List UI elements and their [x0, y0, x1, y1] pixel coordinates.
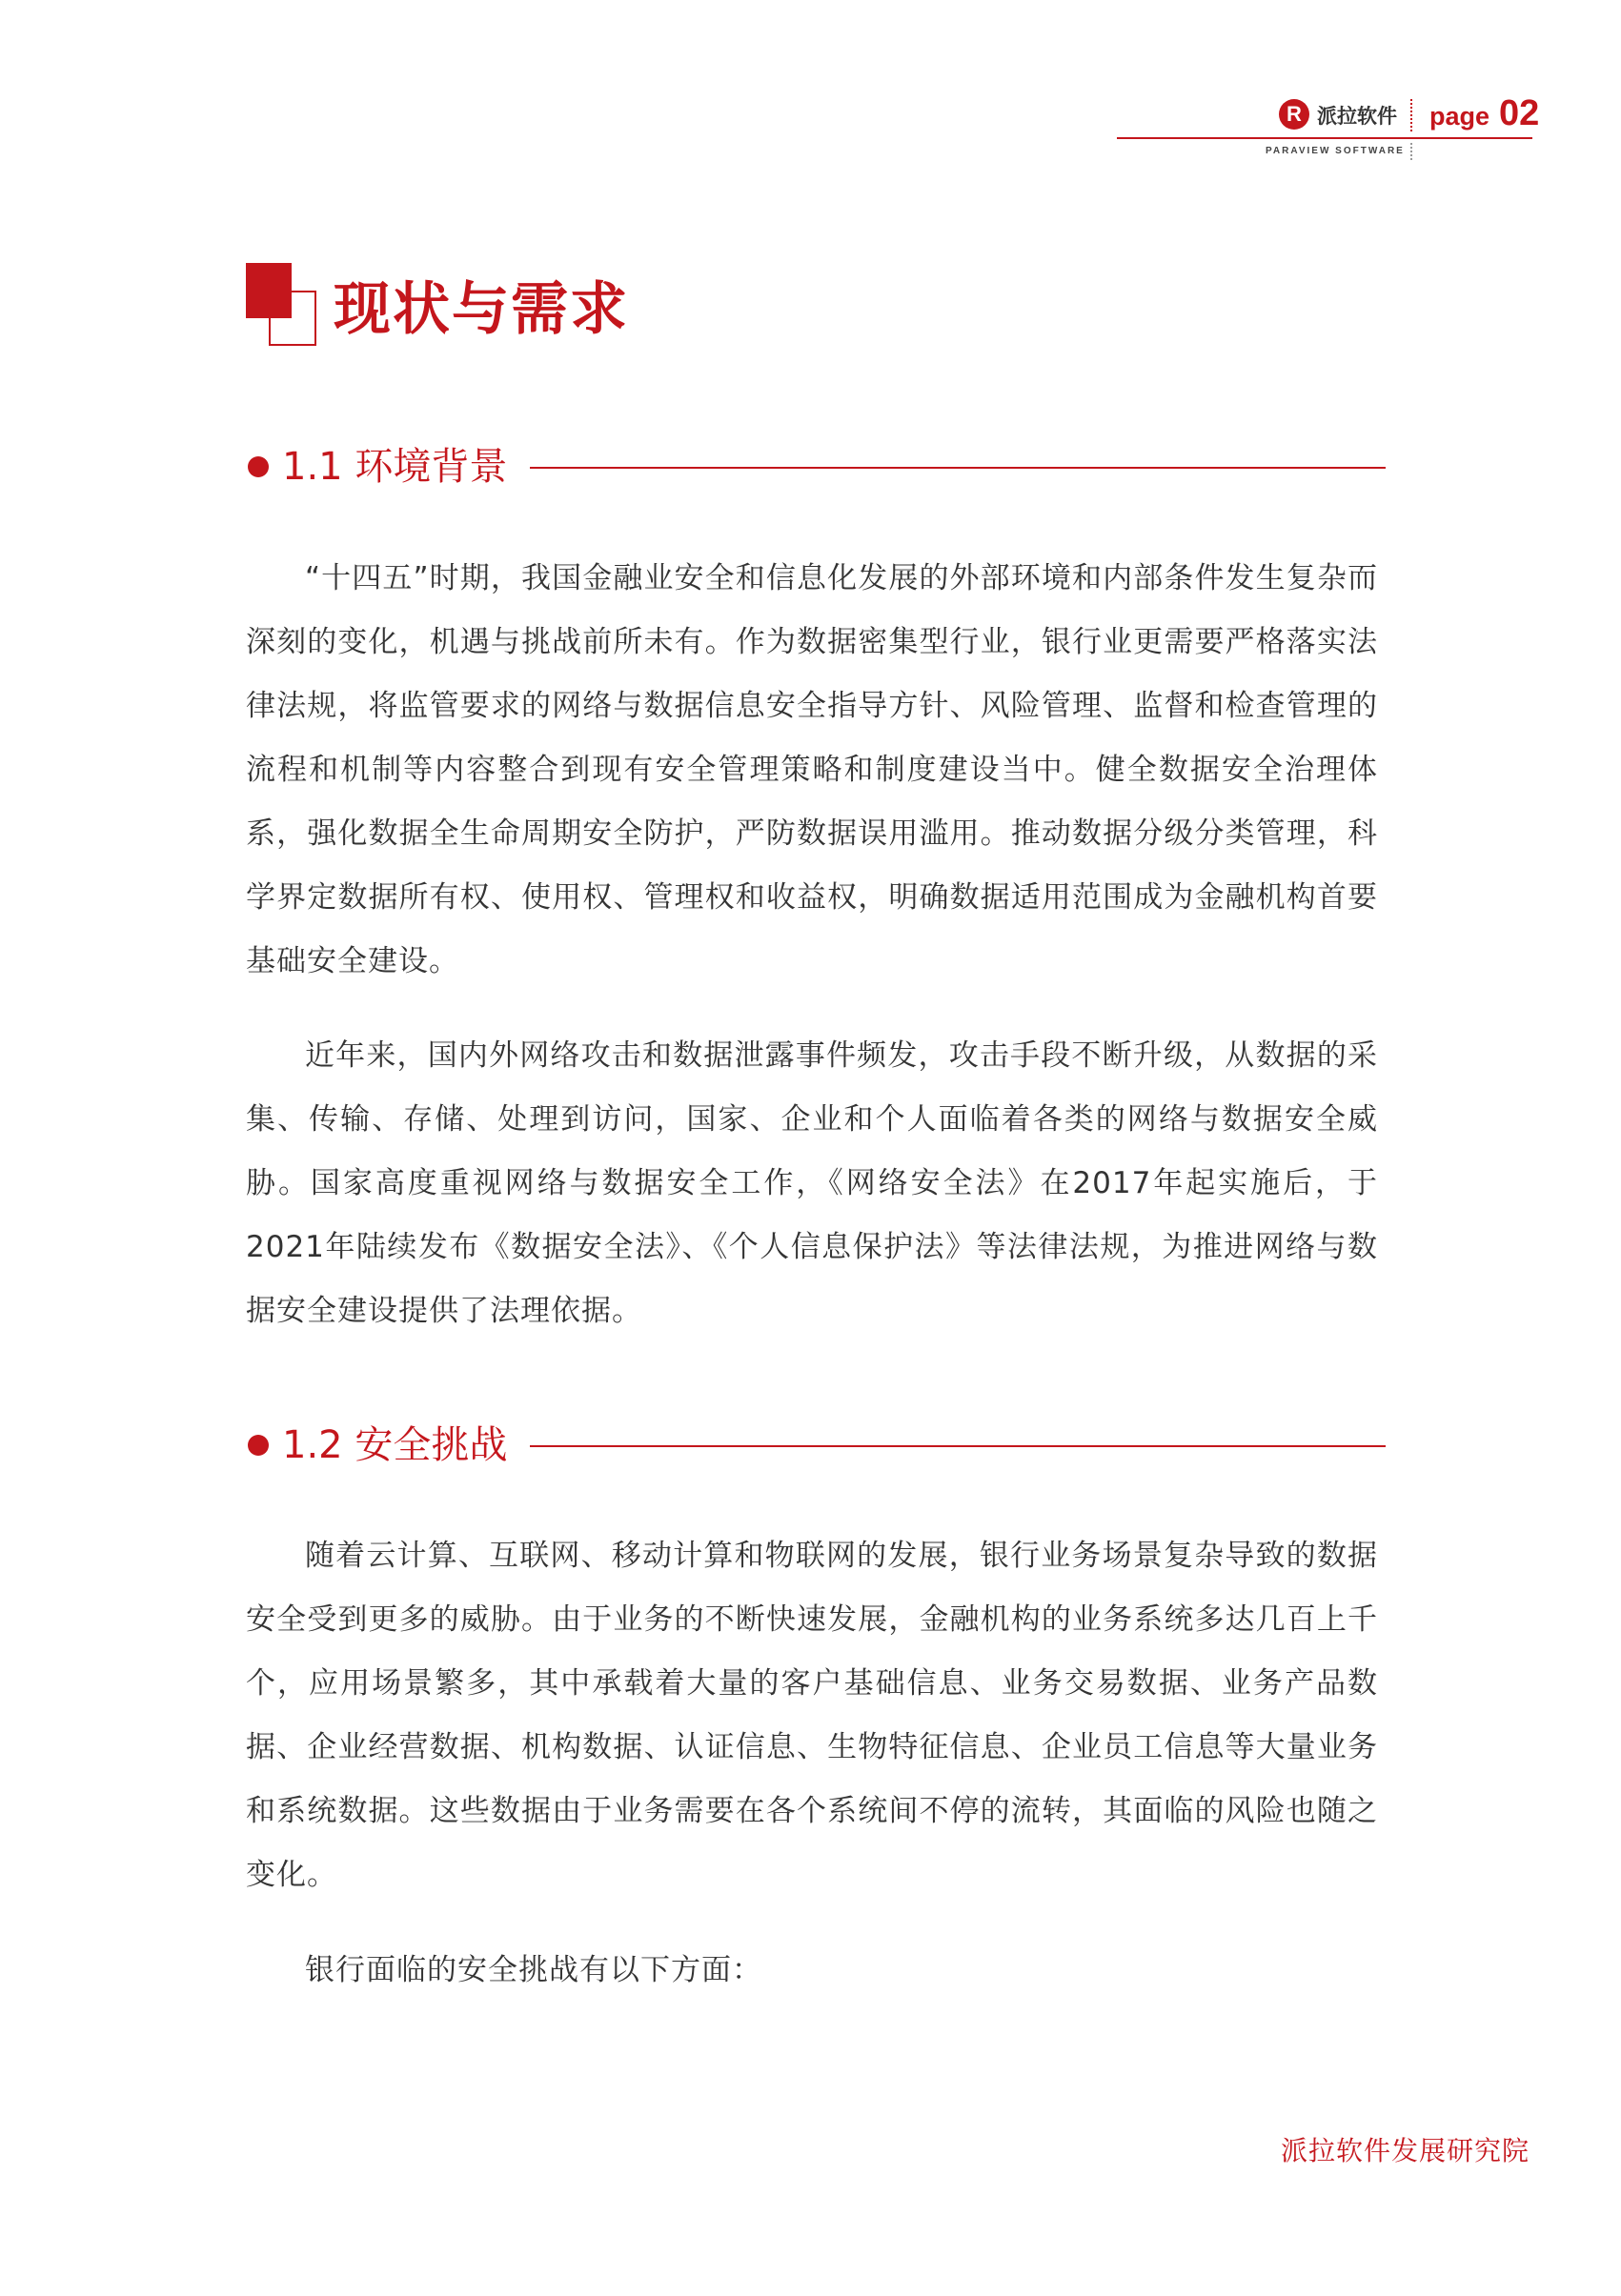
section-heading-1-2: 1.2 安全挑战: [282, 1423, 508, 1467]
page-title: 现状与需求: [334, 276, 629, 343]
header-rule: [1117, 137, 1532, 139]
paragraph-challenge-2: 银行面临的安全挑战有以下方面：: [305, 1953, 762, 1987]
section-bullet-icon: [248, 1435, 269, 1456]
page-number: 02: [1499, 93, 1540, 133]
page-indicator: [1429, 93, 1539, 134]
section-heading-1-1: 1.1 环境背景: [282, 445, 508, 489]
title-decoration-outline: [269, 291, 316, 346]
paragraph-challenge-1: 随着云计算、互联网、移动计算和物联网的发展，银行业务场景复杂导致的数据安全受到更多的威胁。由于业务的不断快速发展，金融机构的业务系统多达几百上千个，应用场景繁多，其中承载着大量的客户基础信息、业务交易数据、业务产品数据、企业经营数据、机构数据、认证信息、生物特征信息、企业员工信息等大量业务和系统数据。这些数据由于业务需要在各个系统间不停的流转，其面临的风险也随之变化。: [246, 1539, 1378, 1892]
header-separator: [1410, 99, 1412, 131]
section-rule: [530, 467, 1386, 469]
section-bullet-icon: [248, 456, 269, 477]
brand-logo-icon: R: [1279, 99, 1309, 130]
header-brand: 派拉软件: [1317, 105, 1397, 128]
footer-org: 派拉软件发展研究院: [1280, 2135, 1530, 2166]
paragraph-env-2: 近年来，国内外网络攻击和数据泄露事件频发，攻击手段不断升级，从数据的采集、传输、存储、处理到访问，国家、企业和个人面临着各类的网络与数据安全威胁。国家高度重视网络与数据安全工作，《网络安全法》在2017年起实施后，于2021年陆续发布《数据安全法》、《个人信息保护法》等法律法规，为推进网络与数据安全建设提供了法理依据。: [246, 1038, 1378, 1328]
paragraph-env-1: “十四五”时期，我国金融业安全和信息化发展的外部环境和内部条件发生复杂而深刻的变化，机遇与挑战前所未有。作为数据密集型行业，银行业更需要严格落实法律法规，将监管要求的网络与数据信息安全指导方针、风险管理、监督和检查管理的流程和机制等内容整合到现有安全管理策略和制度建设当中。健全数据安全治理体系，强化数据全生命周期安全防护，严防数据误用滥用。推动数据分级分类管理，科学界定数据所有权、使用权、管理权和收益权，明确数据适用范围成为金融机构首要基础安全建设。: [246, 561, 1378, 978]
header-separator-lower: [1410, 143, 1412, 160]
section-rule: [530, 1445, 1386, 1447]
page-word: page: [1429, 102, 1490, 131]
header-brand-en: PARAVIEW SOFTWARE: [1266, 146, 1405, 156]
